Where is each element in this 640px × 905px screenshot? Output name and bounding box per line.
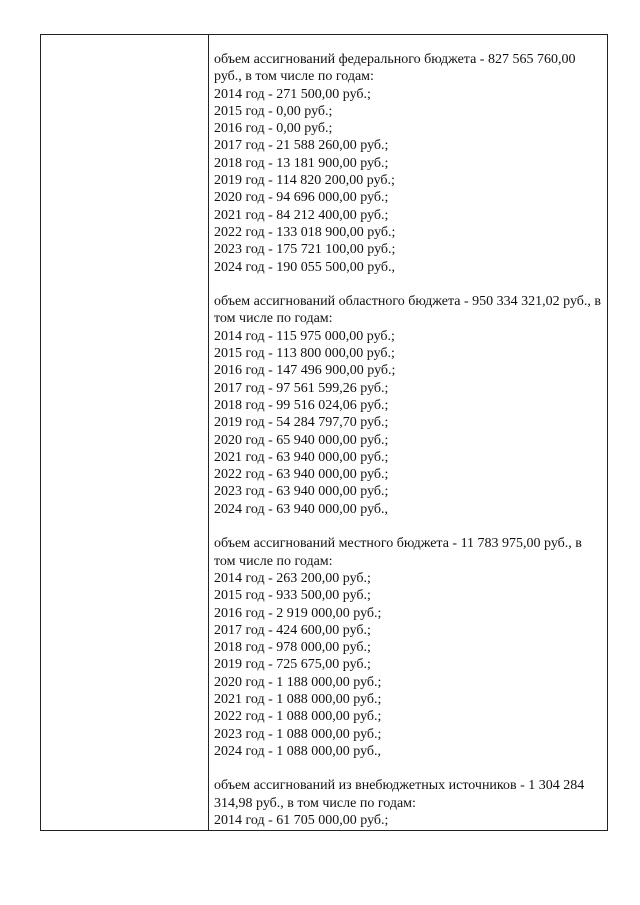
year-amount-line: 2018 год - 978 000,00 руб.; [214, 640, 371, 656]
document-table [40, 34, 608, 831]
year-amount-line: 2015 год - 113 800 000,00 руб.; [214, 346, 395, 362]
year-amount-line: 2020 год - 94 696 000,00 руб.; [214, 190, 389, 206]
year-amount-line: 2014 год - 263 200,00 руб.; [214, 570, 371, 586]
year-amount-line: 2024 год - 1 088 000,00 руб., [214, 743, 382, 759]
year-amount-line: 2022 год - 63 940 000,00 руб.; [214, 467, 389, 483]
funding-section [214, 535, 602, 760]
section-heading: объем ассигнований областного бюджета - 950 334 321,02 руб., в том числе по годам: [214, 294, 605, 327]
section-heading: объем ассигнований федерального бюджета - 827 565 760,00 руб., в том числе по годам: [214, 52, 579, 85]
year-amount-line: 2014 год - 61 705 000,00 руб.; [214, 813, 389, 829]
year-amount-line: 2017 год - 424 600,00 руб.; [214, 622, 371, 638]
year-amount-line: 2015 год - 933 500,00 руб.; [214, 588, 371, 604]
year-amount-line: 2017 год - 97 561 599,26 руб.; [214, 380, 389, 396]
year-amount-line: 2022 год - 1 088 000,00 руб.; [214, 709, 382, 725]
year-amount-line: 2023 год - 63 940 000,00 руб.; [214, 484, 389, 500]
funding-text-cell [214, 51, 605, 847]
year-amount-line: 2014 год - 115 975 000,00 руб.; [214, 328, 395, 344]
year-amount-line: 2018 год - 99 516 024,06 руб.; [214, 397, 389, 413]
year-amount-line: 2016 год - 147 496 900,00 руб.; [214, 363, 396, 379]
column-divider [208, 35, 209, 830]
funding-section [214, 51, 602, 276]
year-amount-line: 2021 год - 1 088 000,00 руб.; [214, 691, 382, 707]
year-amount-line: 2016 год - 0,00 руб.; [214, 121, 333, 137]
section-heading: объем ассигнований местного бюджета - 11 783 975,00 руб., в том числе по годам: [214, 536, 586, 569]
year-amount-line: 2019 год - 725 675,00 руб.; [214, 657, 371, 673]
funding-section [214, 777, 602, 829]
year-amount-line: 2024 год - 190 055 500,00 руб., [214, 259, 396, 275]
year-amount-line: 2016 год - 2 919 000,00 руб.; [214, 605, 382, 621]
year-amount-line: 2014 год - 271 500,00 руб.; [214, 86, 371, 102]
funding-section [214, 293, 605, 518]
year-amount-line: 2019 год - 114 820 200,00 руб.; [214, 173, 395, 189]
year-amount-line: 2020 год - 1 188 000,00 руб.; [214, 674, 382, 690]
section-heading: объем ассигнований из внебюджетных источников - 1 304 284 314,98 руб., в том числе по годам: [214, 778, 588, 811]
year-amount-line: 2021 год - 63 940 000,00 руб.; [214, 449, 389, 465]
year-amount-line: 2018 год - 13 181 900,00 руб.; [214, 155, 389, 171]
year-amount-line: 2017 год - 21 588 260,00 руб.; [214, 138, 389, 154]
year-amount-line: 2022 год - 133 018 900,00 руб.; [214, 224, 396, 240]
year-amount-line: 2023 год - 1 088 000,00 руб.; [214, 726, 382, 742]
year-amount-line: 2024 год - 63 940 000,00 руб., [214, 501, 389, 517]
year-amount-line: 2015 год - 0,00 руб.; [214, 103, 333, 119]
year-amount-line: 2020 год - 65 940 000,00 руб.; [214, 432, 389, 448]
year-amount-line: 2019 год - 54 284 797,70 руб.; [214, 415, 389, 431]
year-amount-line: 2023 год - 175 721 100,00 руб.; [214, 242, 396, 258]
year-amount-line: 2021 год - 84 212 400,00 руб.; [214, 207, 389, 223]
